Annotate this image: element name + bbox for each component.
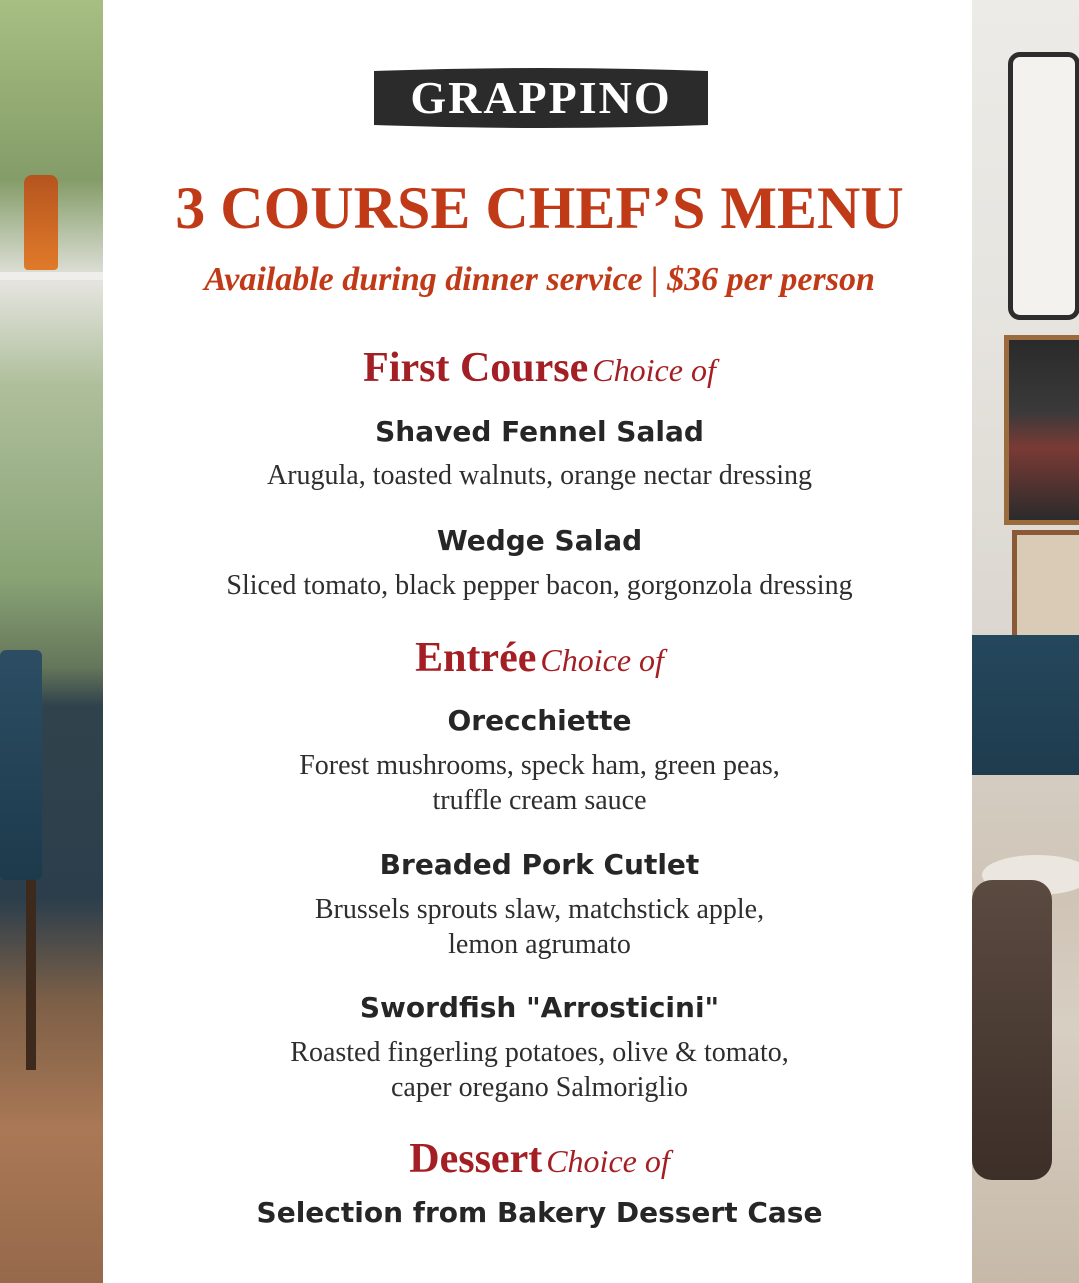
item-desc: Sliced tomato, black pepper bacon, gorgonzola dressing <box>226 570 853 601</box>
item-name: Breaded Pork Cutlet <box>379 848 700 881</box>
menu-title: 3 COURSE CHEF’S MENU <box>175 175 904 241</box>
item-desc: Arugula, toasted walnuts, orange nectar dressing <box>266 460 813 491</box>
item-name: Shaved Fennel Salad <box>375 415 704 448</box>
course-heading-entree <box>0 630 1079 695</box>
course-name: Dessert <box>409 1136 543 1182</box>
item-name: Selection from Bakery Dessert Case <box>256 1196 823 1229</box>
item-desc: lemon agrumato <box>448 929 631 960</box>
item-name: Wedge Salad <box>436 524 643 557</box>
item-desc: truffle cream sauce <box>432 785 647 816</box>
course-heading-dessert <box>0 1131 1079 1196</box>
item-name: Swordfish "Arrosticini" <box>359 991 720 1024</box>
grappino-logo <box>372 67 710 129</box>
course-choice: Choice of <box>540 642 664 678</box>
menu-subtitle: Available during dinner service | $36 per person <box>204 261 875 298</box>
item-desc: caper oregano Salmoriglio <box>390 1072 688 1103</box>
course-choice: Choice of <box>546 1143 670 1179</box>
course-name: First Course <box>363 345 589 391</box>
logo-text: GRAPPINO <box>410 72 672 123</box>
course-choice: Choice of <box>592 352 716 388</box>
course-name: Entrée <box>415 635 537 681</box>
course-heading-first <box>0 340 1079 405</box>
item-name: Orecchiette <box>447 704 632 737</box>
item-desc: Forest mushrooms, speck ham, green peas, <box>299 750 780 781</box>
item-desc: Roasted fingerling potatoes, olive & tomato, <box>290 1037 789 1068</box>
item-desc: Brussels sprouts slaw, matchstick apple, <box>314 894 765 925</box>
